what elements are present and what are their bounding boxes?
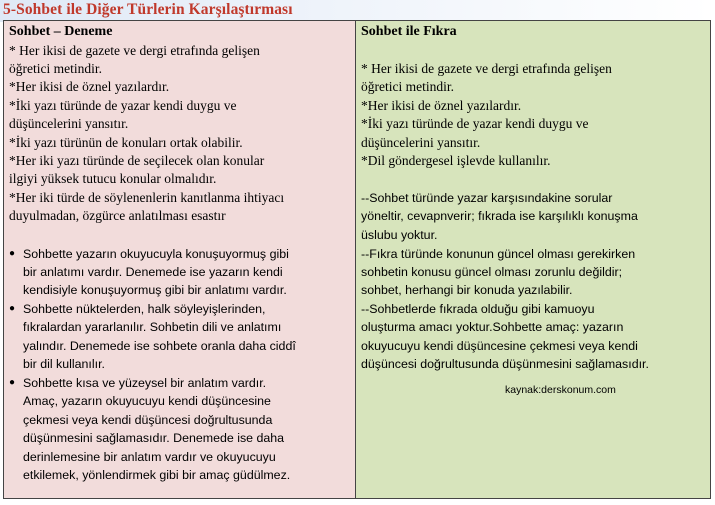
text-line: düşüncesi doğrultusunda düşünmesini sağlamasıdır. xyxy=(361,357,649,371)
text-line: --Fıkra türünde konunun güncel olması gerekirken xyxy=(361,247,636,261)
bullet-line: etkilemek, yönlendirmek gibi bir amaç güdülmez. xyxy=(23,468,291,482)
column-header-sohbet-deneme: Sohbet – Deneme xyxy=(9,24,113,39)
bullet-line: düşünmesini sağlamasıdır. Denemede ise daha xyxy=(23,431,285,445)
text-line: *Her iki yazı türünde de seçilecek olan konular xyxy=(9,153,265,168)
bullet-line: kendisiyle konuşuyormuş gibi bir anlatımı vardır. xyxy=(23,283,287,297)
bullet-line: Sohbette nüktelerden, halk söyleyişlerinden, xyxy=(23,302,266,316)
text-line: sohbetin konusu güncel olması zorunlu değildir; xyxy=(361,265,623,279)
text-line: oluşturma amacı yoktur.Sohbette amaç: yazarın xyxy=(361,320,624,334)
source-credit: kaynak:derskonum.com xyxy=(505,384,616,396)
text-line: *Her ikisi de öznel yazılardır. xyxy=(9,79,170,94)
text-line: *Dil göndergesel işlevde kullanılır. xyxy=(361,153,551,168)
text-line: *İki yazı türünde de yazar kendi duygu ve xyxy=(9,98,237,113)
bullet-icon: ● xyxy=(9,303,16,314)
bullet-line: bir anlatımı vardır. Denemede ise yazarın kendi xyxy=(23,265,283,279)
text-line: düşüncelerini yansıtır. xyxy=(361,135,481,150)
text-line: yöneltir, cevapnverir; fıkrada ise karşılıklı konuşma xyxy=(361,209,638,223)
sohbet-deneme-column xyxy=(3,20,356,499)
text-line: * Her ikisi de gazete ve dergi etrafında gelişen xyxy=(361,61,612,76)
text-line: sohbet, herhangi bir konuda yazılabilir. xyxy=(361,283,573,297)
text-line: düşüncelerini yansıtır. xyxy=(9,116,129,131)
bullet-icon: ● xyxy=(9,377,16,388)
bullet-line: çekmesi veya kendi düşüncesi doğrultusunda xyxy=(23,413,273,427)
page-title: 5-Sohbet ile Diğer Türlerin Karşılaştırması xyxy=(3,1,293,18)
bullet-line: Sohbette yazarın okuyucuyla konuşuyormuş gibi xyxy=(23,247,289,261)
bullet-line: derinlemesine bir anlatım vardır ve okuyucuyu xyxy=(23,450,276,464)
text-line: öğretici metindir. xyxy=(361,79,454,94)
bullet-line: Amaç, yazarın okuyucuyu kendi düşüncesine xyxy=(23,394,271,408)
text-line: *İki yazı türünde de yazar kendi duygu ve xyxy=(361,116,589,131)
text-line: üslubu yoktur. xyxy=(361,228,438,242)
bullet-line: bir dil kullanılır. xyxy=(23,357,105,371)
text-line: ilgiyi yüksek tutucu konular olmalıdır. xyxy=(9,171,217,186)
column-header-sohbet-fikra: Sohbet ile Fıkra xyxy=(361,24,457,39)
text-line: duyulmadan, özgürce anlatılması esastır xyxy=(9,208,226,223)
text-line: öğretici metindir. xyxy=(9,61,102,76)
bullet-line: fıkralardan yararlanılır. Sohbetin dili ve anlatımı xyxy=(23,320,282,334)
text-line: *İki yazı türünün de konuları ortak olabilir. xyxy=(9,135,243,150)
bullet-line: yalındır. Denemede ise sohbete oranla daha ciddî xyxy=(23,339,296,353)
sohbet-fikra-column xyxy=(355,20,711,499)
bullet-icon: ● xyxy=(9,248,16,259)
text-line: * Her ikisi de gazete ve dergi etrafında gelişen xyxy=(9,43,260,58)
text-line: okuyucuyu kendi düşüncesine çekmesi veya kendi xyxy=(361,339,638,353)
bullet-line: Sohbette kısa ve yüzeysel bir anlatım vardır. xyxy=(23,376,267,390)
text-line: *Her ikisi de öznel yazılardır. xyxy=(361,98,522,113)
text-line: *Her iki türde de söylenenlerin kanıtlanma ihtiyacı xyxy=(9,190,285,205)
text-line: --Sohbetlerde fıkrada olduğu gibi kamuoyu xyxy=(361,302,595,316)
text-line: --Sohbet türünde yazar karşısındakine sorular xyxy=(361,191,613,205)
